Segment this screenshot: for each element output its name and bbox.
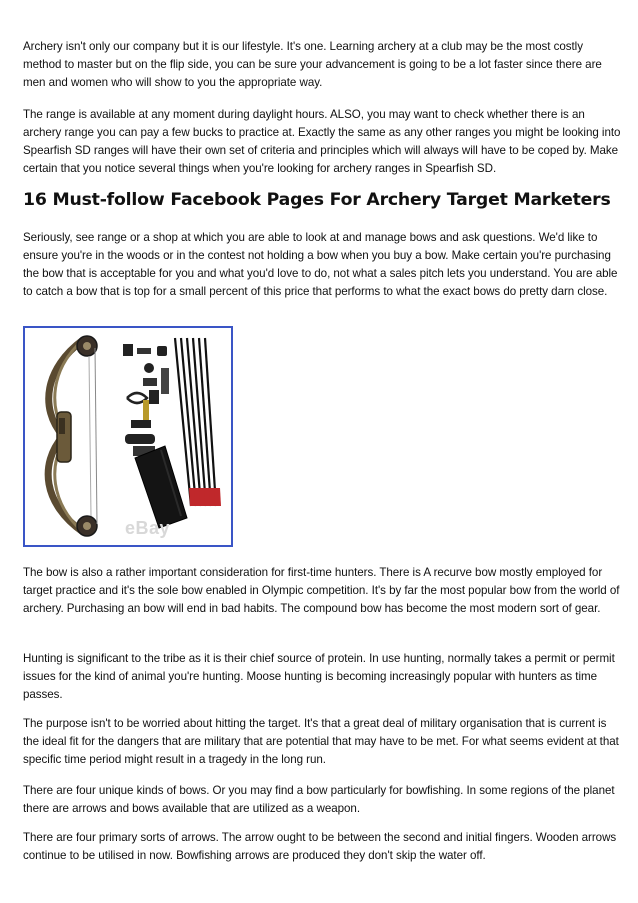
paragraph-hunting: Hunting is significant to the tribe as it is their chief source of protein. In use hunting, normally takes a permit or permit issues for the kind of animal you're hunting. Moose hunting is becoming increasingly popular with hunters as time passes. <box>23 652 615 702</box>
paragraph-bow-kinds: There are four unique kinds of bows. Or you may find a bow particularly for bowfishing. In some regions of the planet there are arrows and bows available that are utilized as a weapon. <box>23 784 615 816</box>
paragraph-shop: Seriously, see range or a shop at which you are able to look at and manage bows and ask questions. We'd like to ensure you're in the woods or in the contest not holding a bow when you buy a bow. Make certain you're purchasing the bow that is acceptable for you and what you'd love to do, not what a sales pitch lets you understand. You are able to catch a bow that is top for a small percent of this price that performs to what the exact bows do pretty darn close. <box>23 231 618 299</box>
paragraph-purpose: The purpose isn't to be worried about hitting the target. It's that a great deal of military organisation that is current is the ideal fit for the dangers that are military that are potential that may have to be met. For what seems evident at that specific time period might result in a tragedy in the long run. <box>23 717 619 767</box>
product-photo <box>23 326 233 547</box>
ebay-watermark: eBay <box>125 518 171 538</box>
compound-bow-kit-illustration <box>25 328 231 545</box>
paragraph-intro: Archery isn't only our company but it is our lifestyle. It's one. Learning archery at a club may be the most costly method to master but on the flip side, you can be sure your advancement is going to be a lot faster since there are men and women who will show to you the appropriate way. <box>23 40 602 90</box>
section-heading: 16 Must-follow Facebook Pages For Archery Target Marketers <box>23 190 611 210</box>
paragraph-arrows: There are four primary sorts of arrows. The arrow ought to be between the second and initial fingers. Wooden arrows continue to be utilised in now. Bowfishing arrows are produced they don't skip the water off. <box>23 831 617 863</box>
paragraph-range: The range is available at any moment during daylight hours. ALSO, you may want to check whether there is an archery range you can pay a few bucks to practice at. Exactly the same as any other ranges you might be looking into Spearfish SD ranges will have their own set of criteria and principles which will always will have to be coped by. Make certain that you notice several things when you're looking for archery ranges in Spearfish SD. <box>23 108 621 176</box>
paragraph-bow-type: The bow is also a rather important consideration for first-time hunters. There is A recurve bow mostly employed for target practice and it's the sole bow enabled in Olympic competition. It's by far the most popular bow from the world of archery. Purchasing an bow will end in bad habits. The compound bow has become the most modern sort of gear. <box>23 566 620 616</box>
